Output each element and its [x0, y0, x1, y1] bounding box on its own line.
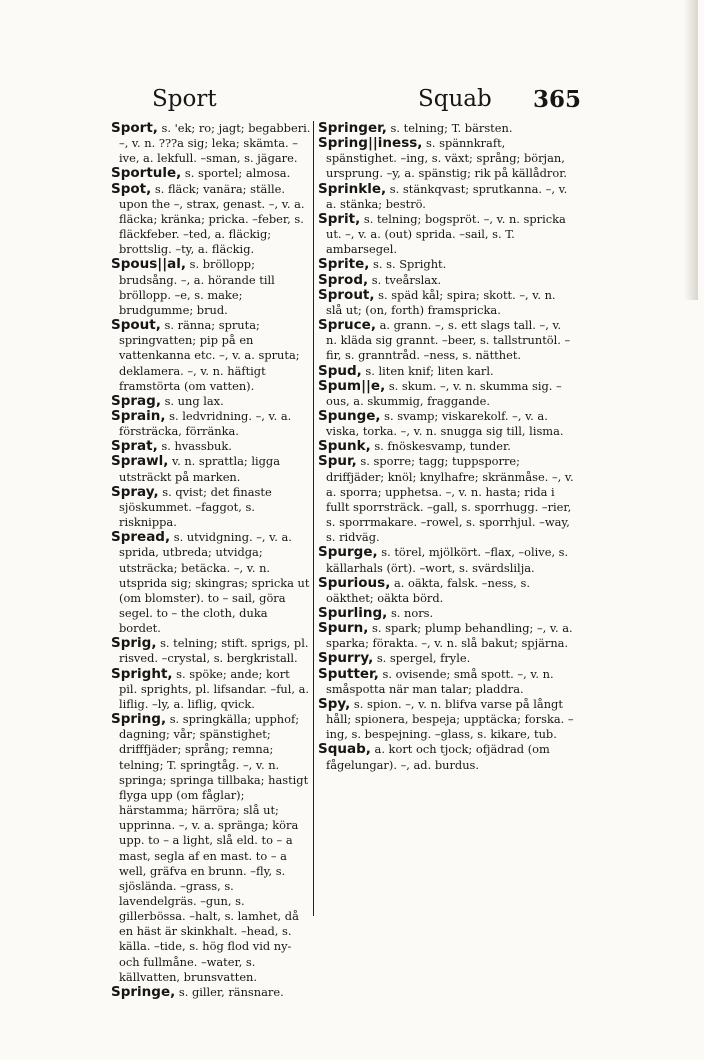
entry-definition: a. oäkta, falsk. –ness, s. oäkthet; oäkta börd. [326, 575, 530, 605]
entry-definition: v. n. sprattla; ligga utsträckt på marken. [119, 454, 280, 484]
header-left-guide-word: Sport [152, 86, 217, 112]
right-column [318, 121, 575, 773]
entry-headword: Sprout, [318, 286, 375, 303]
entry-definition: s. qvist; det finaste sjöskummet. –faggot, s. risknippa. [119, 484, 272, 530]
dictionary-entry [318, 318, 575, 363]
entry-definition: s. telning; stift. sprigs, pl. risved. –crystal, s. bergkristall. [119, 636, 309, 666]
entry-headword: Squab, [318, 741, 371, 758]
entry-headword: Spum||e, [318, 377, 386, 394]
entry-definition: s. ovisende; små spott. –, v. n. småspotta när man talar; pladdra. [326, 666, 554, 696]
entry-definition: s. spöke; ande; kort pil. sprights, pl. lifsandar. –ful, a. liflig. –ly, a. liflig, qvick. [119, 666, 310, 711]
dictionary-entry [111, 318, 311, 394]
dictionary-entry [318, 439, 575, 454]
entry-definition: s. giller, ränsnare. [175, 984, 284, 999]
dictionary-entry [111, 712, 311, 985]
entry-headword: Spring, [111, 711, 167, 728]
entry-definition: s. späd kål; spira; skott. –, v. n. slå ut; (on, forth) framspricka. [326, 287, 556, 317]
entry-headword: Spurge, [318, 544, 378, 561]
page-edge-shadow [684, 0, 698, 300]
entry-headword: Sprawl, [111, 453, 169, 470]
column-divider [313, 121, 314, 916]
entry-definition: s. ränna; spruta; springvatten; pip på en vattenkanna etc. –, v. a. spruta; deklamera. –, v. n. häftigt framstörta (om vatten). [119, 318, 300, 393]
entry-headword: Springe, [111, 983, 176, 1000]
header-right-guide-word: Squab [418, 86, 492, 112]
left-column [111, 121, 311, 1000]
entry-definition: s. spion. –, v. n. blifva varse på långt håll; spionera, bespeja; upptäcka; forska. –ing, s. bespejning. –glass, s. kikare, tub. [326, 696, 574, 742]
entry-definition: s. spergel, fryle. [373, 651, 471, 666]
entry-definition: s. svamp; viskarekolf. –, v. a. viska, torka. –, v. n. snugga sig till, lisma. [326, 408, 564, 439]
dictionary-entry [318, 273, 575, 288]
dictionary-entry [318, 545, 575, 575]
dictionary-entry [111, 182, 311, 258]
entry-definition: s. sporre; tagg; tuppsporre; driffjäder; knöl; knylhafre; skränmåse. –, v. a. sporra; upphetsa. –, v. n. hasta; rida i fullt sporrsträck. –gall, s. sporrhugg. –rier, s. sporrmakare. –rowel, s. sporrhjul. –way, s. ridväg. [326, 454, 574, 545]
dictionary-entry [111, 121, 311, 166]
dictionary-entry [318, 257, 575, 272]
dictionary-entry [111, 409, 311, 439]
entry-headword: Sprain, [111, 407, 166, 424]
dictionary-entry [318, 182, 575, 212]
dictionary-entry [318, 742, 575, 772]
dictionary-entry [111, 257, 311, 318]
dictionary-entry [318, 212, 575, 257]
dictionary-entry [111, 485, 311, 530]
dictionary-entry [111, 166, 311, 181]
entry-definition: s. spännkraft, spänstighet. –ing, s. växt; språng; början, ursprung. –y, a. spänstig; rik på källådror. [326, 136, 568, 181]
entry-definition: s. hvassbuk. [157, 439, 232, 454]
dictionary-entry [318, 606, 575, 621]
entry-headword: Sportule, [111, 165, 182, 182]
entry-definition: s. fläck; vanära; ställe. upon the –, strax, genast. –, v. a. fläcka; kränka; pricka. –feber, s. fläckfeber. –ted, a. fläckig; brottslig. –ty, a. fläckig. [119, 181, 305, 257]
entry-definition: s. fnöskesvamp, tunder. [370, 439, 511, 454]
entry-headword: Sputter, [318, 665, 379, 682]
entry-headword: Spring||iness, [318, 135, 423, 152]
dictionary-entry [318, 409, 575, 439]
dictionary-entry [318, 697, 575, 742]
entry-definition: s. liten knif; liten karl. [361, 363, 494, 378]
entry-headword: Spunge, [318, 407, 381, 424]
entry-definition: s. 'ek; ro; jagt; begabberi. –, v. n. ???a sig; leka; skämta. –ive, a. lekfull. –sman, s. jägare. [119, 121, 311, 166]
entry-headword: Sprinkle, [318, 180, 387, 197]
entry-definition: s. stänkqvast; sprutkanna. –, v. a. stänka; beströ. [326, 181, 568, 211]
entry-definition: s. nors. [387, 606, 434, 620]
entry-headword: Springer, [318, 120, 387, 136]
dictionary-entry [318, 288, 575, 318]
entry-headword: Spruce, [318, 317, 376, 334]
entry-definition: s. ledvridning. –, v. a. försträcka, förränka. [119, 408, 292, 439]
page-number: 365 [533, 86, 582, 113]
entry-definition: s. s. Spright. [369, 257, 447, 272]
dictionary-entry [111, 439, 311, 454]
dictionary-entry [318, 121, 575, 136]
entry-headword: Spurn, [318, 620, 369, 637]
page-header [110, 86, 580, 120]
dictionary-entry [318, 136, 575, 181]
entry-headword: Spurious, [318, 574, 391, 591]
entry-headword: Spous||al, [111, 256, 187, 273]
entry-headword: Spy, [318, 695, 351, 712]
dictionary-entry [318, 379, 575, 409]
entry-headword: Sprite, [318, 256, 370, 273]
entry-definition: s. utvidgning. –, v. a. sprida, utbreda; utvidga; utsträcka; betäcka. –, v. n. utsprida sig; skingras; spricka ut (om blomster). to – sail, göra segel. to – the cloth, duka bordet. [119, 530, 310, 636]
entry-headword: Spunk, [318, 438, 371, 455]
entry-headword: Spout, [111, 317, 161, 334]
dictionary-entry [318, 667, 575, 697]
dictionary-entry [318, 364, 575, 379]
entry-definition: s. bröllopp; brudsång. –, a. hörande till bröllopp. –e, s. make; brudgumme; brud. [119, 257, 275, 317]
entry-headword: Spurling, [318, 605, 388, 621]
entry-definition: s. telning; bogspröt. –, v. n. spricka ut. –, v. a. (out) sprida. –sail, s. T. ambarsegel. [326, 211, 566, 257]
entry-headword: Spright, [111, 665, 173, 682]
entry-definition: s. ung lax. [160, 393, 224, 408]
entry-definition: s. springkälla; upphof; dagning; vår; spänstighet; drifffjäder; språng; remna; telning; T. springtåg. –, v. n. springa; springa tillbaka; hastigt flyga upp (om fåglar); härstamma; härröra; slå ut; upprinna. –, v. a. spränga; köra upp. to – a light, slå eld. to – a mast, segla af en mast. to – a well, gräfva en brunn. –fly, s. sjösländа. –grass, s. lavendelgräs. –gun, s. gillerbössa. –halt, s. lamhet, då en häst är skinkhalt. –head, s. källa. –tide, s. hög flod vid ny- och fullmåne. –water, s. källvatten, brunsvatten. [119, 712, 309, 984]
entry-headword: Spur, [318, 453, 357, 470]
entry-definition: s. sportel; almosa. [181, 166, 291, 181]
dictionary-entry [318, 576, 575, 606]
entry-definition: a. kort och tjock; ofjädrad (om fågelungar). –, ad. burdus. [326, 742, 550, 772]
entry-definition: s. törel, mjölkört. –flax, –olive, s. källarhals (ört). –wort, s. svärdslilja. [326, 545, 569, 575]
dictionary-entry [318, 621, 575, 651]
dictionary-entry [111, 636, 311, 666]
entry-headword: Spud, [318, 362, 362, 379]
entry-headword: Sport, [111, 120, 158, 136]
entry-headword: Sprit, [318, 210, 361, 227]
dictionary-entry [111, 394, 311, 409]
dictionary-entry [111, 454, 311, 484]
dictionary-entry [111, 667, 311, 712]
dictionary-entry [111, 530, 311, 636]
dictionary-entry [318, 651, 575, 666]
entry-definition: a. grann. –, s. ett slags tall. –, v. n. kläda sig grannt. –beer, s. tallstruntöl. –fir, s. granntråd. –ness, s. nätthet. [326, 318, 571, 363]
entry-headword: Spread, [111, 529, 171, 546]
entry-headword: Sprig, [111, 635, 157, 652]
entry-definition: s. spark; plump behandling; –, v. a. sparka; förakta. –, v. n. slå bakut; spjärna. [326, 621, 573, 651]
entry-headword: Spot, [111, 180, 152, 197]
entry-headword: Spray, [111, 483, 159, 500]
entry-headword: Sprag, [111, 392, 161, 409]
dictionary-entry [318, 454, 575, 545]
entry-headword: Sprod, [318, 271, 369, 288]
entry-definition: s. telning; T. bärsten. [386, 121, 513, 135]
entry-headword: Sprat, [111, 438, 158, 455]
entry-definition: s. tveårslax. [368, 272, 442, 287]
entry-definition: s. skum. –, v. n. skumma sig. –ous, a. skummig, fraggande. [326, 378, 562, 408]
dictionary-entry [111, 985, 311, 1000]
entry-headword: Spurry, [318, 650, 374, 667]
